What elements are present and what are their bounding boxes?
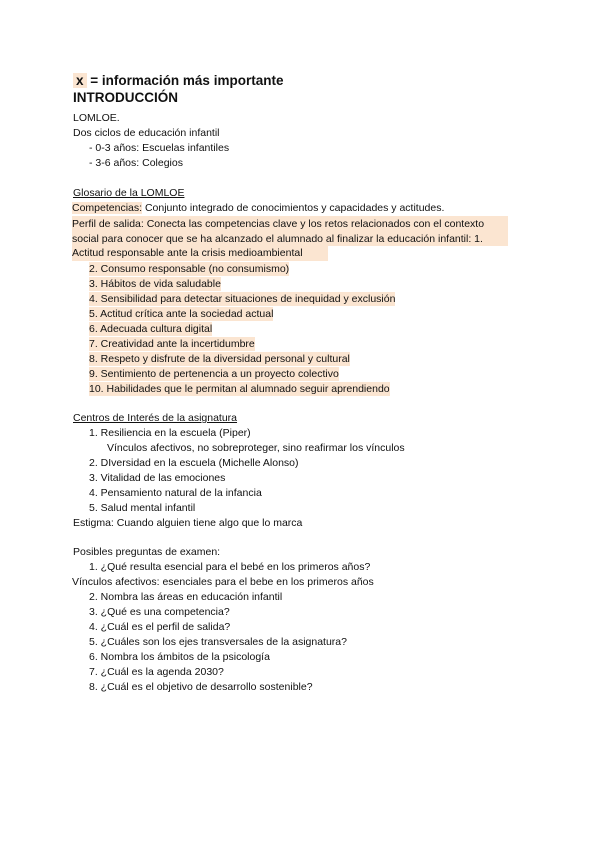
- cycle-item: - 3-6 años: Colegios: [89, 157, 183, 169]
- perfil-item: 7. Creatividad ante la incertidumbre: [89, 338, 255, 350]
- page-title: INTRODUCCIÓN: [73, 90, 178, 105]
- perfil-item: 2. Consumo responsable (no consumismo): [89, 263, 290, 275]
- perfil-item: 6. Adecuada cultura digital: [89, 323, 213, 335]
- question-item: 5. ¿Cuáles son los ejes transversales de la asignatura?: [89, 636, 347, 648]
- perfil-item: 9. Sentimiento de pertenencia a un proyecto colectivo: [89, 368, 339, 380]
- centros-item: 2. DIversidad en la escuela (Michelle Alonso): [89, 457, 299, 469]
- centros-item: 3. Vitalidad de las emociones: [89, 472, 226, 484]
- perfil-de-salida: Perfil de salida: Conecta las competencias clave y los retos relacionados con el contexto social para conocer que se ha alcanzado el alumnado al finalizar la educación infantil: 1. Actitud responsable ante la crisis medioambiental: [72, 218, 485, 259]
- question-item: 6. Nombra los ámbitos de la psicología: [89, 651, 270, 663]
- centros-item: 1. Resiliencia en la escuela (Piper): [89, 427, 251, 439]
- centros-subnote: Vínculos afectivos, no sobreproteger, sino reafirmar los vínculos: [107, 442, 405, 454]
- legend-marker: x: [73, 73, 87, 88]
- competencias-term: Competencias:: [72, 202, 143, 214]
- question-item: 4. ¿Cuál es el perfil de salida?: [89, 621, 231, 633]
- perfil-item: 10. Habilidades que le permitan al alumnado seguir aprendiendo: [89, 383, 390, 395]
- intro-line: Dos ciclos de educación infantil: [73, 127, 220, 139]
- question-item: 1. ¿Qué resulta esencial para el bebé en los primeros años?: [89, 561, 371, 573]
- perfil-item: 4. Sensibilidad para detectar situaciones de inequidad y exclusión: [89, 293, 396, 305]
- preguntas-heading: Posibles preguntas de examen:: [73, 546, 221, 558]
- competencias-definition: [72, 201, 444, 215]
- centros-item: 5. Salud mental infantil: [89, 502, 196, 514]
- centros-item: 4. Pensamiento natural de la infancia: [89, 487, 262, 499]
- perfil-item: 3. Hábitos de vida saludable: [89, 278, 221, 290]
- perfil-item: 5. Actitud crítica ante la sociedad actual: [89, 308, 274, 320]
- question-item: 3. ¿Qué es una competencia?: [89, 606, 230, 618]
- perfil-item: 8. Respeto y disfrute de la diversidad personal y cultural: [89, 353, 350, 365]
- competencias-text: Conjunto integrado de conocimientos y capacidades y actitudes.: [142, 202, 445, 214]
- intro-line: LOMLOE.: [73, 112, 120, 124]
- legend: [73, 72, 283, 89]
- question-item: 8. ¿Cuál es el objetivo de desarrollo sostenible?: [89, 681, 313, 693]
- question-answer: Vínculos afectivos: esenciales para el bebe en los primeros años: [72, 576, 374, 588]
- centros-heading: Centros de Interés de la asignatura: [73, 412, 238, 424]
- cycle-item: - 0-3 años: Escuelas infantiles: [89, 142, 230, 154]
- legend-text: = información más importante: [90, 73, 284, 88]
- question-item: 2. Nombra las áreas en educación infantil: [89, 591, 283, 603]
- estigma-definition: Estigma: Cuando alguien tiene algo que lo marca: [73, 517, 303, 529]
- glossary-heading: Glosario de la LOMLOE: [73, 187, 185, 199]
- question-item: 7. ¿Cuál es la agenda 2030?: [89, 666, 224, 678]
